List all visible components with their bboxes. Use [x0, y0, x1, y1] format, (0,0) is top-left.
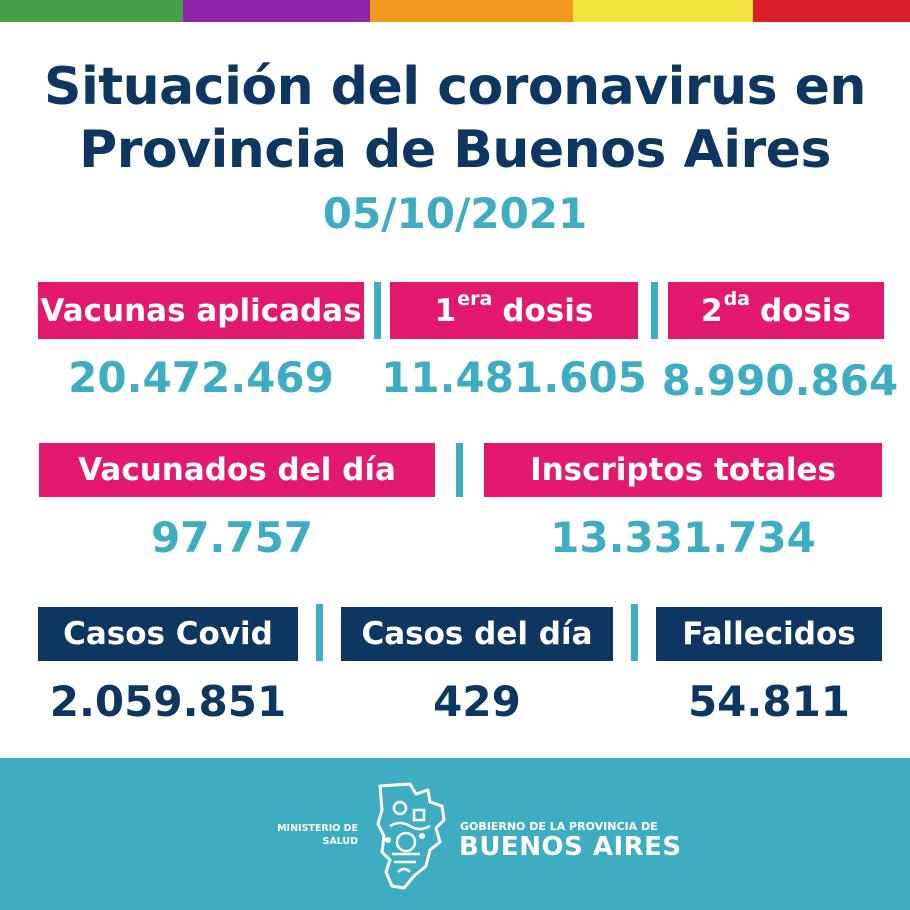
vacunados-del-dia-text: Vacunados del día: [78, 452, 396, 488]
primera-dosis-value: 11.481.605: [381, 353, 647, 402]
casos-del-dia-label: [341, 607, 613, 661]
inscriptos-totales-value: 13.331.734: [550, 513, 816, 562]
vacunas-aplicadas-text: Vacunas aplicadas: [40, 292, 362, 329]
fallecidos-label: [656, 607, 882, 661]
segunda-dosis-value: 8.990.864: [661, 356, 899, 405]
segunda-dosis-label: [668, 282, 884, 339]
vacunados-del-dia-value: 97.757: [150, 513, 314, 562]
fallecidos-text: Fallecidos: [682, 616, 856, 652]
buenos-aires-text: BUENOS AIRES: [459, 832, 682, 862]
page-title-line2: Provincia de Buenos Aires: [79, 120, 831, 180]
stripe-orange: [370, 0, 573, 22]
vacunas-aplicadas-label: [38, 282, 364, 339]
vacunas-aplicadas-value: 20.472.469: [68, 353, 334, 402]
segunda-dosis-sup: da: [723, 287, 750, 310]
stripe-purple: [183, 0, 370, 22]
fallecidos-value: 54.811: [687, 677, 851, 726]
casos-covid-label: [38, 607, 298, 661]
page-title-line1: Situación del coronavirus en: [44, 57, 866, 117]
casos-del-dia-value: 429: [433, 677, 521, 726]
inscriptos-totales-text: Inscriptos totales: [530, 452, 836, 488]
gobierno-text: GOBIERNO DE LA PROVINCIA DE: [460, 820, 658, 833]
primera-dosis-text: dosis: [502, 292, 594, 329]
report-date: 05/10/2021: [322, 189, 588, 238]
inscriptos-totales-label: [484, 443, 882, 497]
separator: [316, 604, 323, 661]
primera-dosis-sup: era: [457, 287, 493, 310]
separator: [631, 604, 638, 661]
stripe-green: [0, 0, 183, 22]
segunda-dosis-text: dosis: [759, 292, 852, 329]
color-stripes: [0, 0, 910, 22]
separator: [651, 282, 658, 339]
stripe-red: [753, 0, 910, 22]
stripe-yellow: [573, 0, 753, 22]
ministerio-line1: MINISTERIO DE: [277, 823, 358, 834]
casos-covid-text: Casos Covid: [63, 616, 273, 652]
segunda-dosis-number: 2: [700, 292, 723, 329]
casos-del-dia-text: Casos del día: [361, 616, 593, 652]
ministerio-line2: SALUD: [322, 836, 358, 847]
primera-dosis-label: [390, 282, 638, 339]
buenos-aires-map-icon: [370, 780, 450, 892]
separator: [456, 443, 463, 497]
footer-bar: [0, 758, 910, 910]
separator: [374, 282, 381, 339]
ministerio-de-salud: [262, 822, 358, 848]
vacunados-del-dia-label: [39, 443, 435, 497]
casos-covid-value: 2.059.851: [49, 677, 287, 726]
primera-dosis-number: 1: [434, 292, 457, 329]
